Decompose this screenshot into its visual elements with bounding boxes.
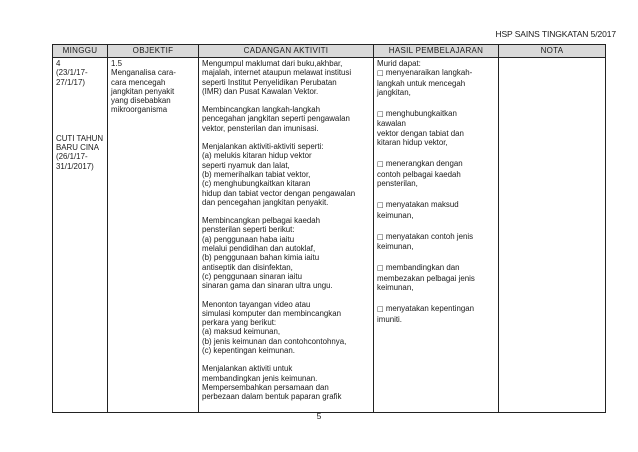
aktiviti-line: Mengumpul maklumat dari buku,akhbar, <box>202 59 343 68</box>
aktiviti-block-1 <box>202 59 370 96</box>
aktiviti-line: (a) penggunaan haba iaitu <box>202 234 295 244</box>
aktiviti-line: Menonton tayangan video atau <box>202 299 311 309</box>
hasil-line: menyatakan maksud <box>385 200 459 210</box>
column-header-nota: NOTA <box>499 45 606 58</box>
checkbox-bullet-icon: □ <box>377 160 384 169</box>
aktiviti-line: Membincangkan pelbagai kaedah <box>202 216 321 226</box>
minggu-line: 27/1/17) <box>56 77 85 87</box>
column-header-aktiviti: CADANGAN AKTIVITI <box>199 45 374 58</box>
hasil-line: vektor dengan tabiat dan <box>377 128 464 138</box>
aktiviti-line: pensterilan seperti berikut: <box>202 225 295 235</box>
hasil-item <box>377 304 495 324</box>
aktiviti-block-5 <box>202 300 370 356</box>
hasil-line: keimunan, <box>377 210 414 220</box>
aktiviti-block-3 <box>202 142 370 207</box>
aktiviti-line: majalah, internet ataupun melawat institusi <box>202 68 352 78</box>
objektif-line: Menganalisa cara- <box>111 68 176 78</box>
minggu-line: (23/1/17- <box>56 68 88 78</box>
aktiviti-line: melalui pendidihan dan autoklaf, <box>202 244 316 254</box>
aktiviti-line: dan pencegahan jangkitan penyakit. <box>202 197 329 207</box>
holiday-line: 31/1/2017) <box>56 161 94 171</box>
aktiviti-cell <box>199 58 374 413</box>
hasil-line: imuniti. <box>377 314 402 324</box>
aktiviti-line: seperti nyamuk dan lalat, <box>202 160 290 170</box>
objektif-line: 1.5 <box>111 59 122 68</box>
hasil-line: menyenaraikan langkah- <box>385 68 473 78</box>
aktiviti-line: (c) penggunaan sinaran iaitu <box>202 271 303 281</box>
hasil-line: langkah untuk mencegah <box>377 78 466 88</box>
aktiviti-block-2 <box>202 105 370 133</box>
objektif-line: mikroorganisma <box>111 105 168 115</box>
document-header: HSP SAINS TINGKATAN 5/2017 <box>495 29 616 39</box>
objektif-line: yang disebabkan <box>111 96 171 106</box>
aktiviti-line: (b) memerihalkan tabiat vektor, <box>202 169 311 179</box>
hasil-item <box>377 109 495 147</box>
aktiviti-line: Membincangkan langkah-langkah <box>202 105 320 115</box>
hasil-line: kitaran hidup vektor, <box>377 138 448 148</box>
hasil-line: jangkitan, <box>377 87 411 97</box>
hasil-line: kawalan <box>377 119 406 129</box>
aktiviti-line: (b) jenis keimunan dan contohcontohnya, <box>202 336 347 346</box>
table-row <box>53 58 606 413</box>
column-header-objektif: OBJEKTIF <box>108 45 199 58</box>
hasil-item <box>377 68 495 97</box>
checkbox-bullet-icon: □ <box>377 264 384 273</box>
hasil-item <box>377 232 495 252</box>
aktiviti-line: (a) melukis kitaran hidup vektor <box>202 151 312 161</box>
hasil-line: membezakan pelbagai jenis <box>377 273 475 283</box>
objektif-line: jangkitan penyakit <box>111 86 175 96</box>
hasil-item <box>377 263 495 292</box>
aktiviti-line: hidup dan tabiat vector dengan pengawalan <box>202 188 356 198</box>
hasil-line: menghubungkaitkan <box>385 109 457 119</box>
aktiviti-line: membandingkan jenis keimunan. <box>202 373 318 383</box>
hasil-line: menyatakan kepentingan <box>385 304 475 314</box>
aktiviti-line: (c) kepentingan keimunan. <box>202 346 295 356</box>
hasil-item <box>377 200 495 220</box>
aktiviti-line: perbezaan dalam bentuk paparan grafik <box>202 392 342 402</box>
hasil-line: membandingkan dan <box>385 263 460 273</box>
checkbox-bullet-icon: □ <box>377 305 384 314</box>
hasil-line: menerangkan dengan <box>385 159 463 169</box>
hasil-item <box>377 159 495 188</box>
aktiviti-line: seperti Institut Penyelidikan Perubatan <box>202 77 337 87</box>
checkbox-bullet-icon: □ <box>377 232 384 241</box>
nota-cell <box>499 58 606 413</box>
lesson-plan-table <box>52 44 606 413</box>
minggu-cell <box>53 58 108 413</box>
holiday-line: (26/1/17- <box>56 152 88 162</box>
aktiviti-line: (a) maksud keimunan, <box>202 327 281 337</box>
checkbox-bullet-icon: □ <box>377 201 384 210</box>
aktiviti-line: Menjalankan aktiviti-aktiviti seperti: <box>202 142 324 152</box>
aktiviti-line: (c) menghubungkaitkan kitaran <box>202 179 311 189</box>
aktiviti-line: Mempersembahkan persamaan dan <box>202 382 329 392</box>
aktiviti-block-4 <box>202 216 370 290</box>
holiday-line: BARU CINA <box>56 143 99 153</box>
page-number: 5 <box>316 411 322 421</box>
checkbox-bullet-icon: □ <box>377 110 384 119</box>
column-header-hasil: HASIL PEMBELAJARAN <box>374 45 499 58</box>
table-header-row <box>53 45 606 58</box>
aktiviti-line: Menjalankan aktiviti untuk <box>202 364 293 374</box>
column-header-minggu: MINGGU <box>53 45 108 58</box>
hasil-line: keimunan, <box>377 283 414 293</box>
hasil-line: pensterilan, <box>377 178 418 188</box>
hasil-cell <box>374 58 499 413</box>
aktiviti-block-6 <box>202 364 370 401</box>
holiday-line: CUTI TAHUN <box>56 133 104 143</box>
aktiviti-line: pencegahan jangkitan seperti pengawalan <box>202 114 350 124</box>
aktiviti-line: perkara yang berikut: <box>202 318 277 328</box>
hasil-line: keimunan, <box>377 242 414 252</box>
hasil-line: menyatakan contoh jenis <box>385 231 474 241</box>
objektif-cell <box>108 58 199 413</box>
minggu-line: 4 <box>56 59 61 68</box>
objektif-line: cara mencegah <box>111 77 166 87</box>
aktiviti-line: (b) penggunaan bahan kimia iaitu <box>202 253 320 263</box>
hasil-line: contoh pelbagai kaedah <box>377 169 461 179</box>
hasil-intro: Murid dapat: <box>377 59 421 68</box>
aktiviti-line: antiseptik dan disinfektan, <box>202 262 293 272</box>
aktiviti-line: vektor, pensterilan dan imunisasi. <box>202 123 319 133</box>
aktiviti-line: sinaran gama dan sinaran ultra ungu. <box>202 281 333 291</box>
checkbox-bullet-icon: □ <box>377 69 384 78</box>
aktiviti-line: (IMR) dan Pusat Kawalan Vektor. <box>202 86 319 96</box>
aktiviti-line: simulasi komputer dan membincangkan <box>202 308 342 318</box>
